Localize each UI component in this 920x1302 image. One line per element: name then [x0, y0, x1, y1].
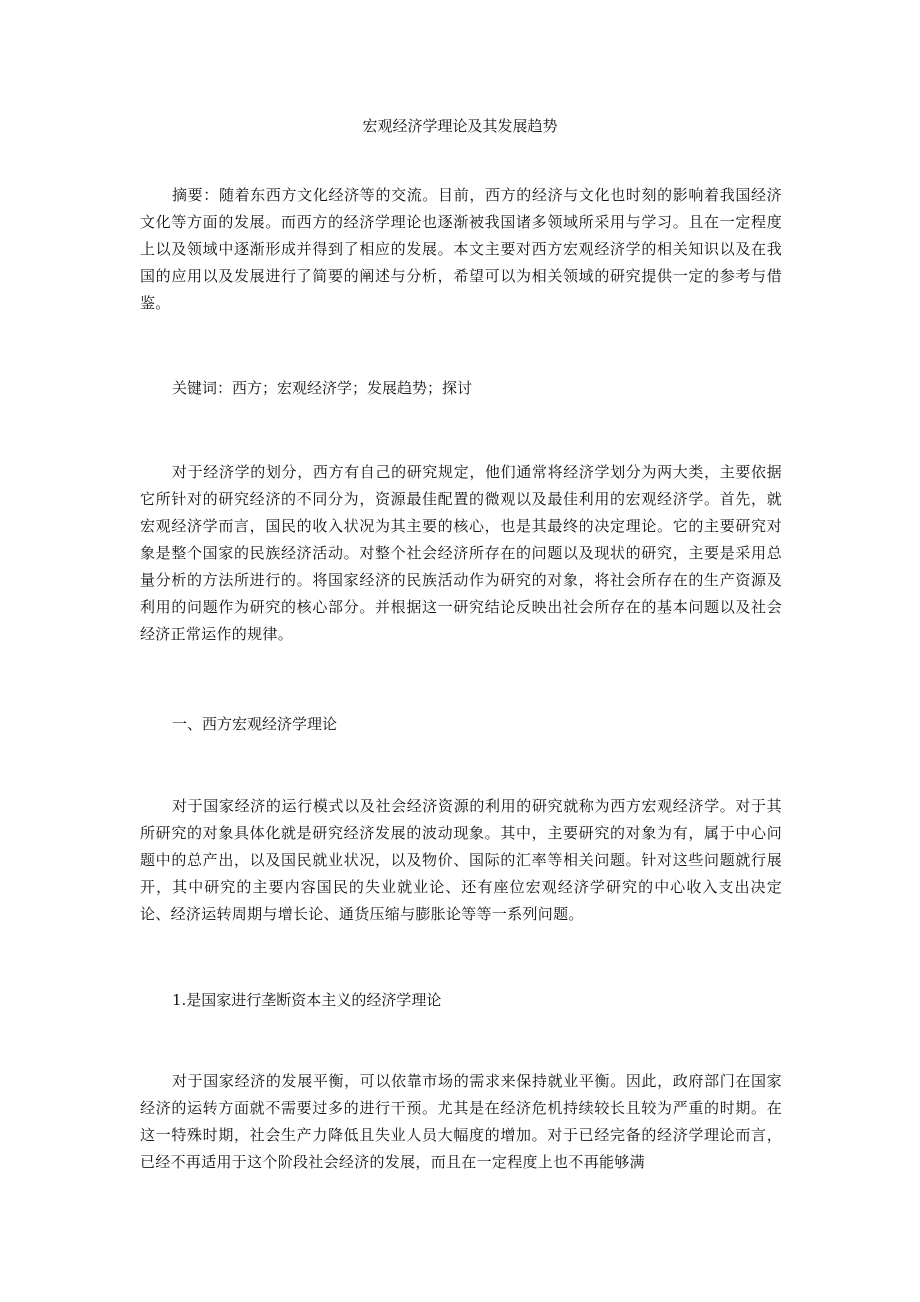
abstract-paragraph: 摘要：随着东西方文化经济等的交流。目前，西方的经济与文化也时刻的影响着我国经济文化等方面的发展。而西方的经济学理论也逐渐被我国诸多领域所采用与学习。且在一定程度上以及领域中逐渐形成并得到了相应的发展。本文主要对西方宏观经济学的相关知识以及在我国的应用以及发展进行了简要的阐述与分析，希望可以为相关领域的研究提供一定的参考与借鉴。	[140, 186, 782, 312]
keywords-line: 关键词：西方；宏观经济学；发展趋势；探讨	[172, 379, 473, 397]
section-paragraph: 对于国家经济的运行模式以及社会经济资源的利用的研究就称为西方宏观经济学。对于其所研究的对象具体化就是研究经济发展的波动现象。其中，主要研究的对象为有，属于中心问题中的总产出，以及国民就业状况，以及物价、国际的汇率等相关问题。针对这些问题就行展开，其中研究的主要内容国民的失业就业论、还有座位宏观经济学研究的中心收入支出决定论、经济运转周期与增长论、通货压缩与膨胀论等等一系列问题。	[140, 797, 782, 923]
intro-paragraph: 对于经济学的划分，西方有自己的研究规定，他们通常将经济学划分为两大类，主要依据它所针对的研究经济的不同分为，资源最佳配置的微观以及最佳利用的宏观经济学。首先，就宏观经济学而言，国民的收入状况为其主要的核心，也是其最终的决定理论。它的主要研究对象是整个国家的民族经济活动。对整个社会经济所存在的问题以及现状的研究，主要是采用总量分析的方法所进行的。将国家经济的民族活动作为研究的对象，将社会所存在的生产资源及利用的问题作为研究的核心部分。并根据这一研究结论反映出社会所存在的基本问题以及社会经济正常运作的规律。	[140, 463, 782, 643]
section-heading: 一、西方宏观经济学理论	[172, 715, 338, 733]
subsection-paragraph: 对于国家经济的发展平衡，可以依靠市场的需求来保持就业平衡。因此，政府部门在国家经济的运转方面就不需要过多的进行干预。尤其是在经济危机持续较长且较为严重的时期。在这一特殊时期，社会生产力降低且失业人员大幅度的增加。对于已经完备的经济学理论而言，已经不再适用于这个阶段社会经济的发展，而且在一定程度上也不再能够满	[140, 1072, 782, 1171]
subsection-heading: 1.是国家进行垄断资本主义的经济学理论	[172, 991, 442, 1009]
document-title: 宏观经济学理论及其发展趋势	[362, 117, 558, 135]
